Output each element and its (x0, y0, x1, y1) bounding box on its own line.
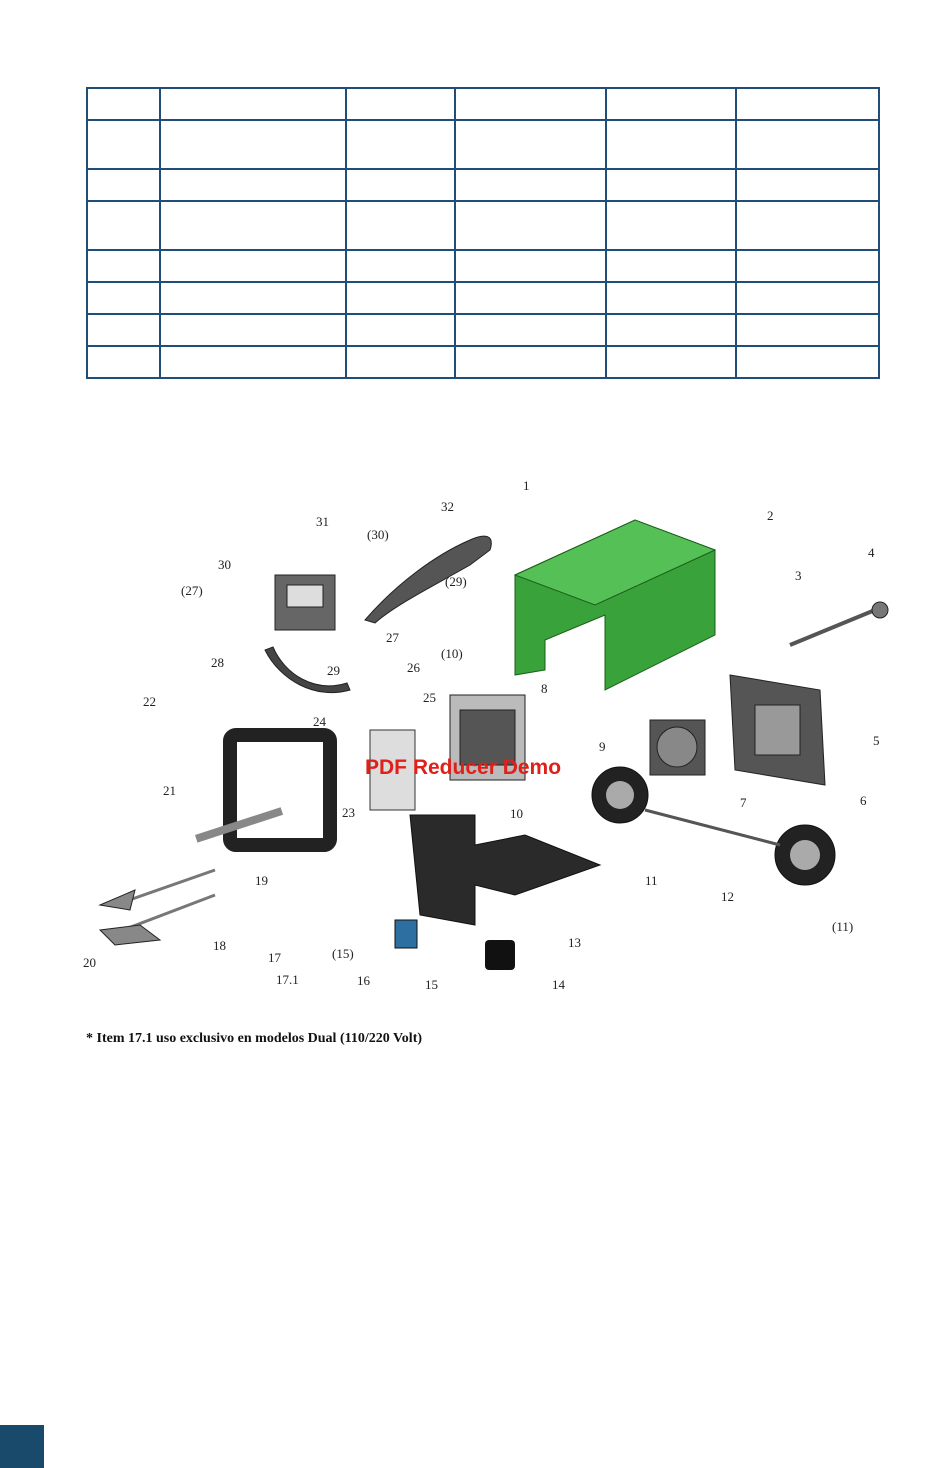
front-frame-part (230, 735, 330, 845)
part-label: 25 (423, 690, 436, 705)
part-label: 24 (313, 714, 326, 729)
part-label: (15) (332, 946, 354, 961)
watermark-text: PDF Reducer Demo (365, 756, 562, 779)
table-row (87, 346, 879, 378)
part-label: 22 (143, 694, 156, 709)
page-corner-block (0, 1425, 44, 1468)
handle-part (365, 536, 491, 623)
part-label: 20 (83, 955, 96, 970)
part-label: 32 (441, 499, 454, 514)
part-label: 6 (860, 793, 867, 808)
part-label: 1 (523, 478, 530, 493)
part-label: 26 (407, 660, 420, 675)
part-label: 17.1 (276, 972, 299, 987)
selector-switch-part (395, 920, 417, 948)
table-row (87, 120, 879, 169)
table-row (87, 250, 879, 282)
table-row (87, 169, 879, 201)
table-row (87, 282, 879, 314)
part-label: 9 (599, 739, 606, 754)
axle-part (645, 810, 780, 845)
part-label: 21 (163, 783, 176, 798)
part-label: 23 (342, 805, 355, 820)
part-label: 16 (357, 973, 370, 988)
ground-clamp-part (100, 925, 160, 945)
table-row (87, 201, 879, 250)
part-label: 8 (541, 681, 548, 696)
part-label: 10 (510, 806, 523, 821)
part-label: 15 (425, 977, 438, 992)
part-label: 2 (767, 508, 774, 523)
part-label: 5 (873, 733, 880, 748)
part-label: 12 (721, 889, 734, 904)
electrode-holder-part (100, 890, 135, 910)
power-cable-part (790, 610, 875, 645)
knob-part (485, 940, 515, 970)
part-label: 14 (552, 977, 565, 992)
part-label: 19 (255, 873, 268, 888)
exploded-parts-diagram (75, 465, 905, 1010)
part-label: 31 (316, 514, 329, 529)
part-label: 28 (211, 655, 224, 670)
part-label: 30 (218, 557, 231, 572)
part-label: 3 (795, 568, 802, 583)
part-label: (29) (445, 574, 467, 589)
chassis-base-part (410, 815, 600, 925)
part-label: 4 (868, 545, 875, 560)
part-label: (27) (181, 583, 203, 598)
part-label: 7 (740, 795, 747, 810)
part-label: (10) (441, 646, 463, 661)
table-row (87, 314, 879, 346)
part-label: 13 (568, 935, 581, 950)
part-label: 11 (645, 873, 658, 888)
part-label: 27 (386, 630, 399, 645)
part-label: (30) (367, 527, 389, 542)
spec-table (86, 87, 880, 379)
part-label: 17 (268, 950, 281, 965)
part-label: 18 (213, 938, 226, 953)
part-label: 29 (327, 663, 340, 678)
footnote: * Item 17.1 uso exclusivo en modelos Dual (110/220 Volt) (86, 1031, 423, 1046)
part-label: (11) (832, 919, 854, 934)
table-row (87, 88, 879, 120)
